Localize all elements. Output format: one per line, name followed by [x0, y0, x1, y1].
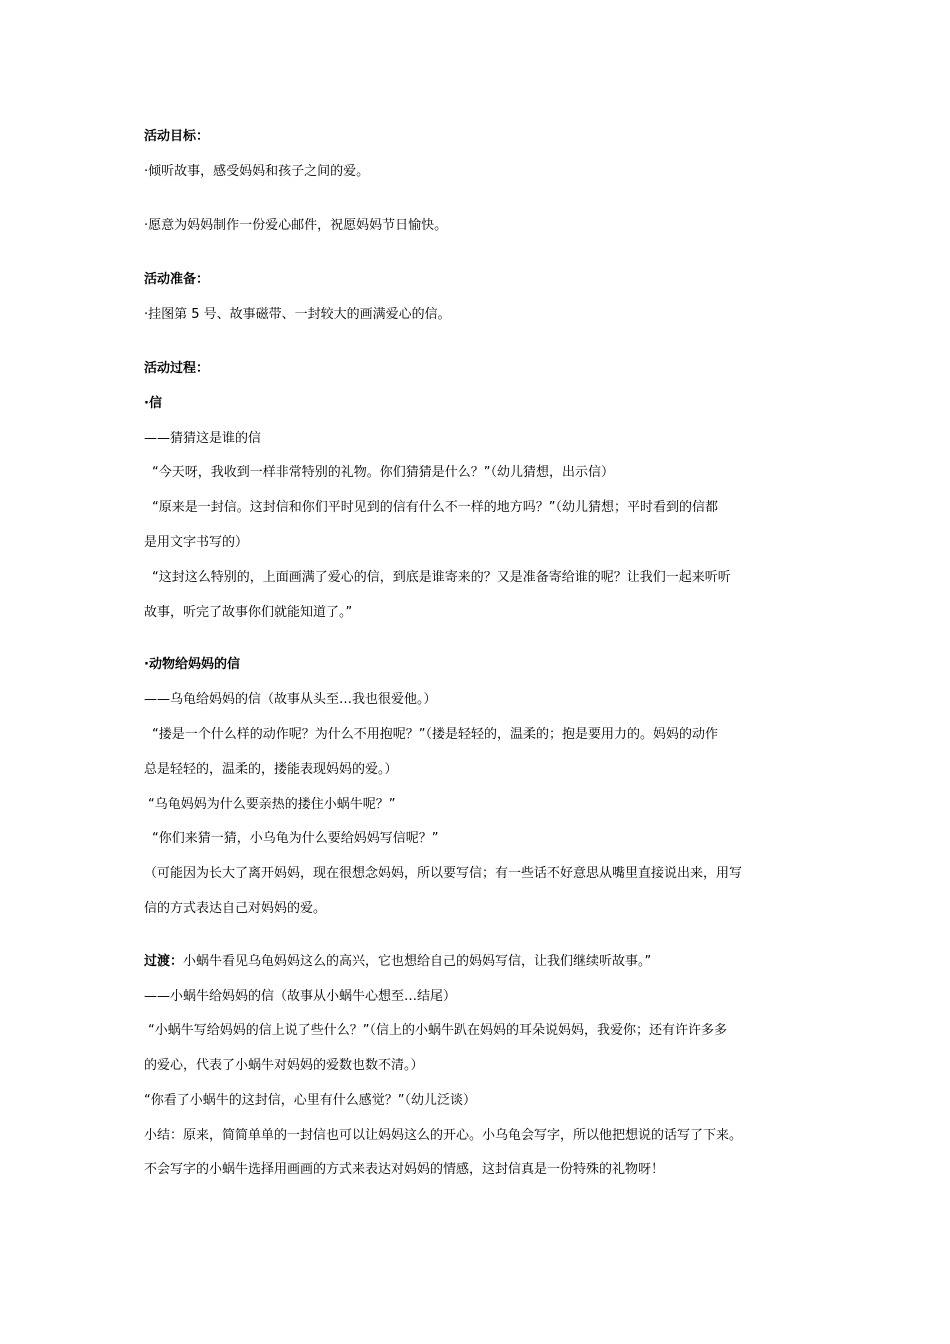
- section-1-subtitle: ——猜猜这是谁的信: [144, 431, 262, 446]
- section-animal-letters: ·动物给妈妈的信: [144, 657, 240, 672]
- section-letter: ·信: [144, 396, 162, 411]
- section-1-paragraph-2-line-1: “原来是一封信。这封信和你们平时见到的信有什么不一样的地方吗？”（幼儿猜想；平时看到的信都: [152, 500, 718, 515]
- section-2-subtitle: ——乌龟给妈妈的信（故事从头至…我也很爱他。）: [144, 692, 437, 707]
- section-2-paragraph-4-line-1: （可能因为长大了离开妈妈，现在很想念妈妈，所以要写信；有一些话不好意思从嘴里直接说出来，用写: [144, 866, 743, 881]
- section-2-paragraph-4-line-2: 信的方式表达自己对妈妈的爱。: [144, 901, 327, 916]
- summary-line-1: 小结：原来，简简单单的一封信也可以让妈妈这么的开心。小乌龟会写字，所以他把想说的话写了下来。: [144, 1128, 743, 1143]
- section-3-paragraph-1-line-2: 的爱心，代表了小蜗牛对妈妈的爱数也数不清。）: [144, 1058, 424, 1073]
- prep-item-1: ·挂图第 5 号、故事磁带、一封较大的画满爱心的信。: [144, 307, 451, 322]
- section-2-paragraph-2: “乌龟妈妈为什么要亲热的搂住小蜗牛呢？”: [148, 797, 396, 812]
- section-1-paragraph-3-line-2: 故事，听完了故事你们就能知道了。”: [144, 605, 353, 620]
- goal-item-2: ·愿意为妈妈制作一份爱心邮件，祝愿妈妈节日愉快。: [144, 218, 448, 233]
- heading-activity-goal: 活动目标：: [144, 129, 210, 144]
- section-2-paragraph-1-line-1: “搂是一个什么样的动作呢？为什么不用抱呢？”（搂是轻轻的，温柔的；抱是要用力的。妈妈的动作: [152, 727, 718, 742]
- section-1-paragraph-2-line-2: 是用文字书写的）: [144, 535, 249, 550]
- section-2-paragraph-3: “你们来猜一猜，小乌龟为什么要给妈妈写信呢？”: [152, 831, 439, 846]
- transition-text: 小蜗牛看见乌龟妈妈这么的高兴，它也想给自己的妈妈写信，让我们继续听故事。”: [183, 954, 652, 969]
- heading-activity-process: 活动过程：: [144, 361, 210, 376]
- transition-label: 过渡：: [144, 954, 184, 969]
- section-3-subtitle: ——小蜗牛给妈妈的信（故事从小蜗牛心想至…结尾）: [144, 989, 457, 1004]
- goal-item-1: ·倾听故事，感受妈妈和孩子之间的爱。: [144, 164, 370, 179]
- section-3-paragraph-2: “你看了小蜗牛的这封信，心里有什么感觉？”（幼儿泛谈）: [144, 1093, 476, 1108]
- heading-activity-preparation: 活动准备：: [144, 272, 210, 287]
- summary-line-2: 不会写字的小蜗牛选择用画画的方式来表达对妈妈的情感，这封信真是一份特殊的礼物呀！: [144, 1162, 665, 1177]
- section-2-paragraph-1-line-2: 总是轻轻的，温柔的，搂能表现妈妈的爱。）: [144, 762, 398, 777]
- section-1-paragraph-3-line-1: “这封这么特别的，上面画满了爱心的信，到底是谁寄来的？又是准备寄给谁的呢？让我们一起来听听: [152, 570, 731, 585]
- section-3-paragraph-1-line-1: “小蜗牛写给妈妈的信上说了些什么？”（信上的小蜗牛趴在妈妈的耳朵说妈妈，我爱你；还有许许多多: [148, 1023, 727, 1038]
- section-1-paragraph-1: “今天呀，我收到一样非常特别的礼物。你们猜猜是什么？”（幼儿猜想，出示信）: [152, 465, 614, 480]
- transition-paragraph: [144, 953, 814, 971]
